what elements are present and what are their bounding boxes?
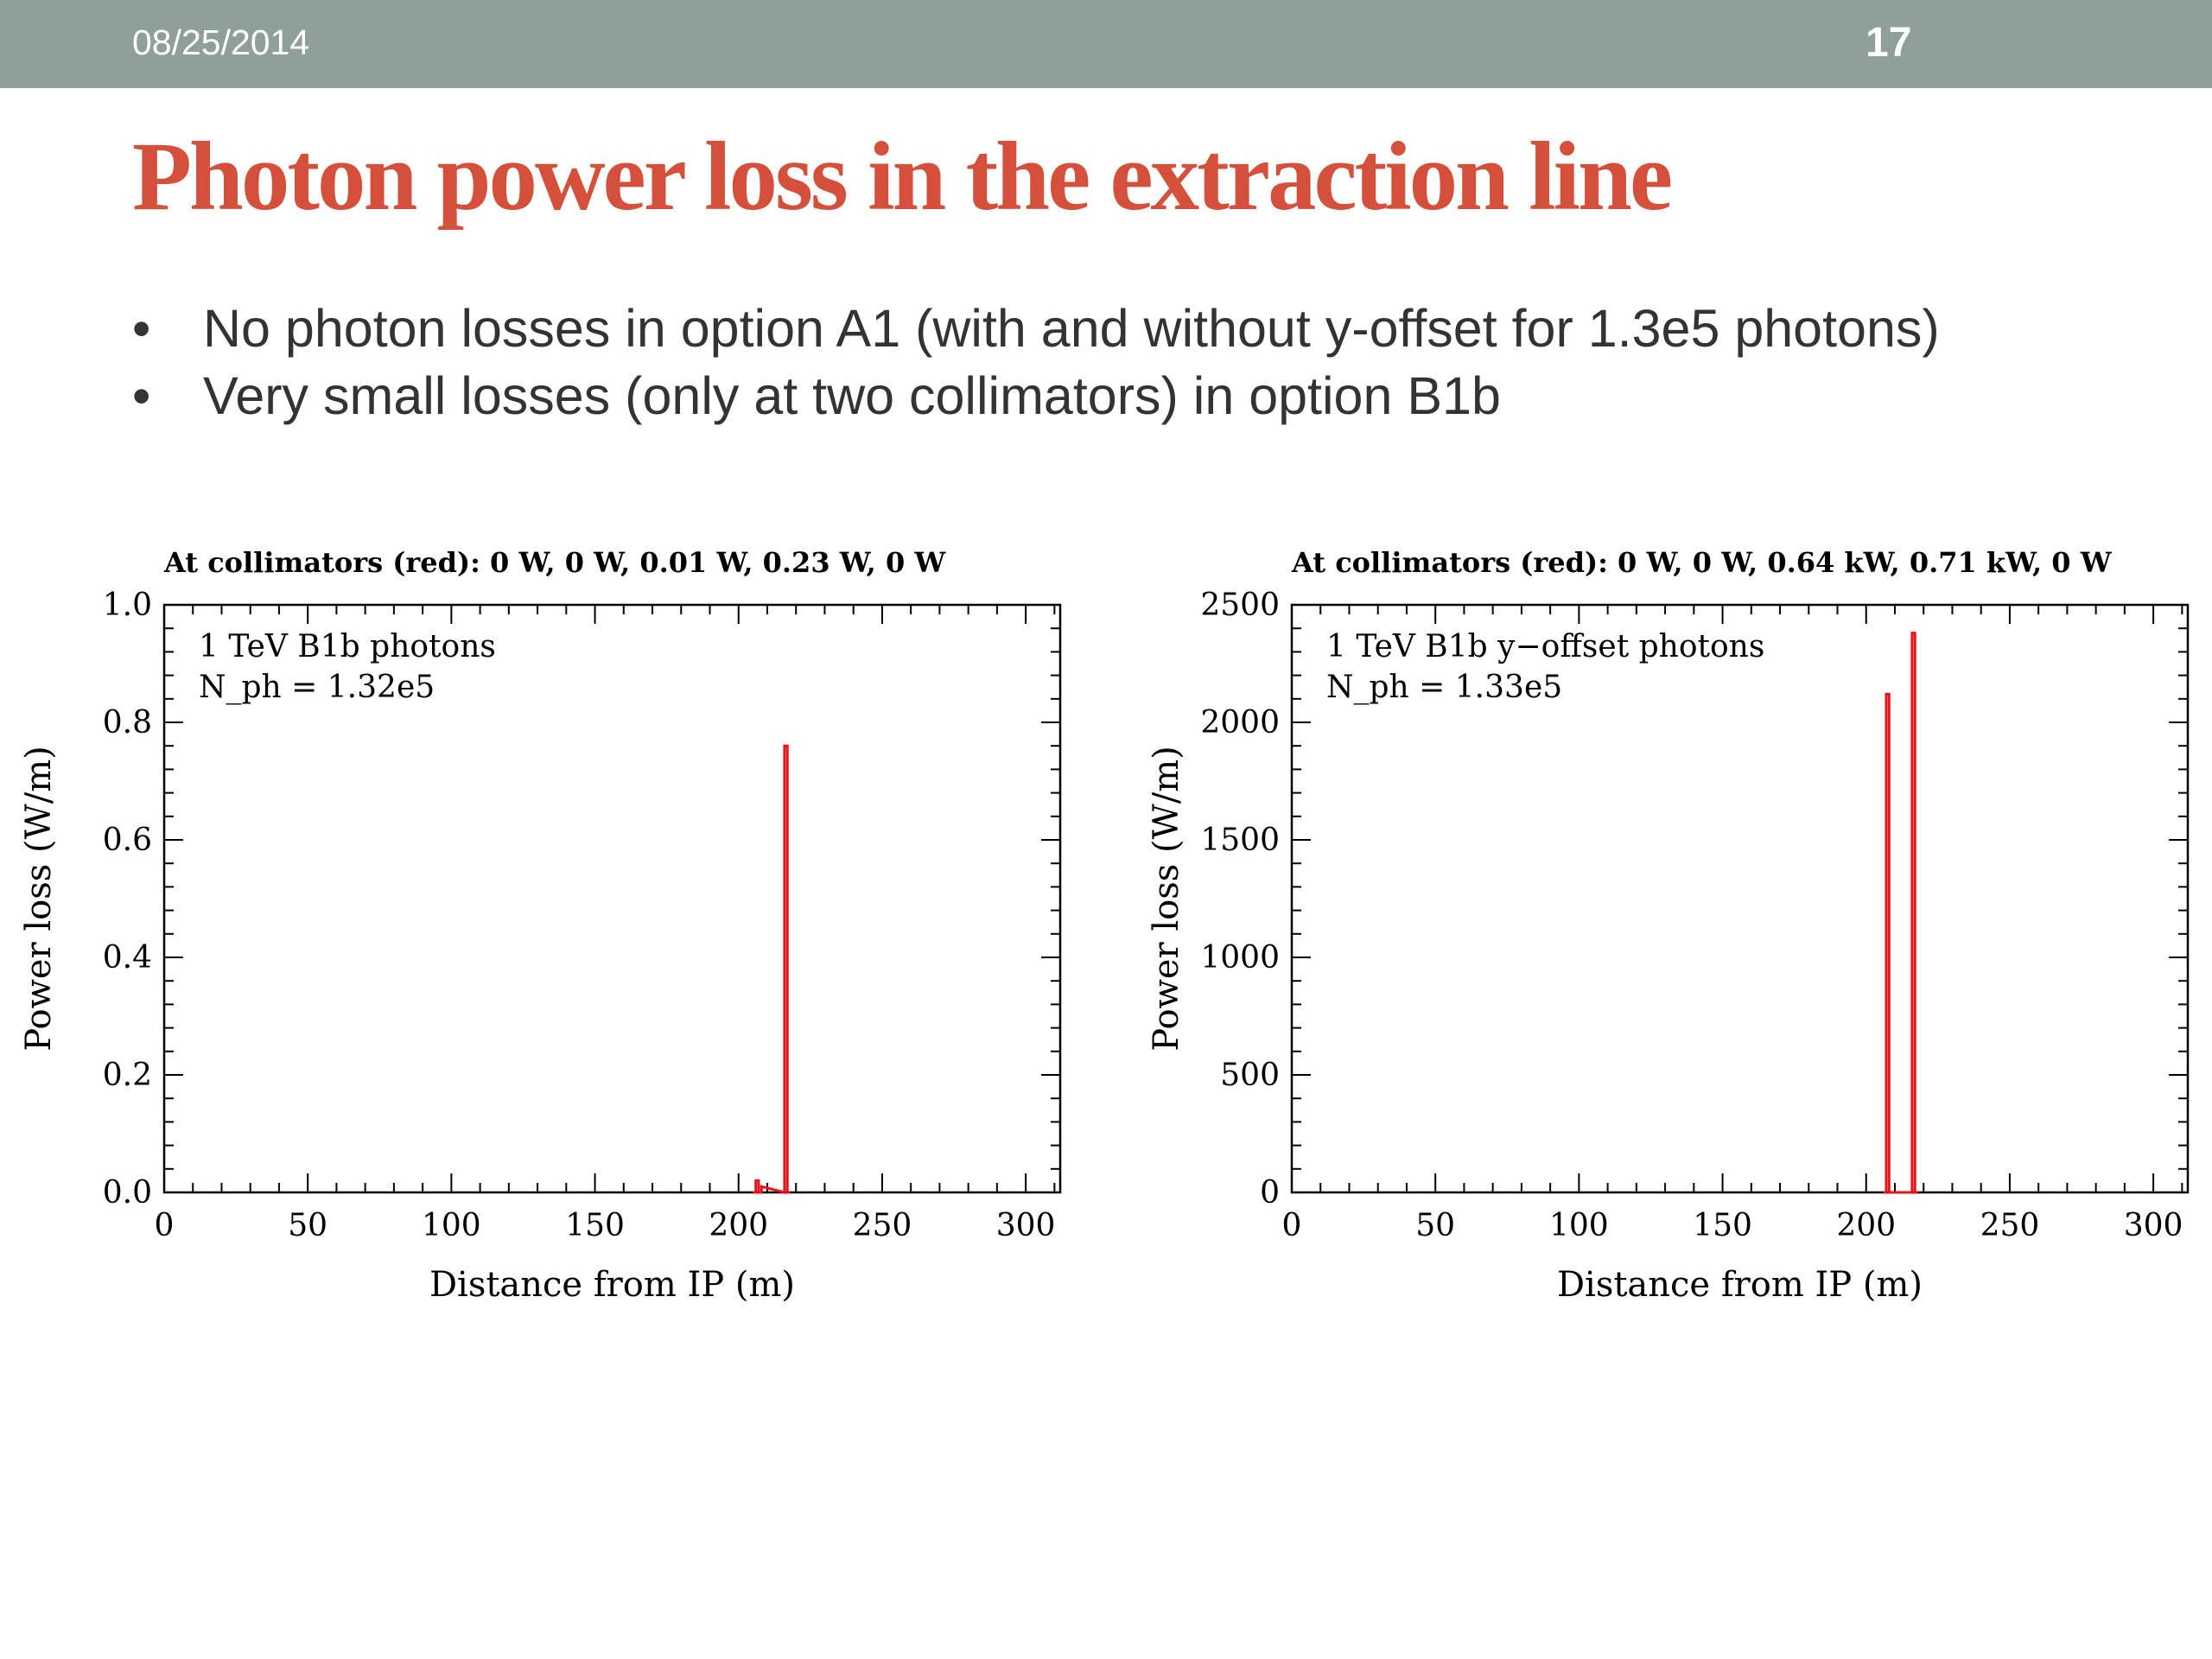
x-tick-label: 100 [1549, 1208, 1609, 1243]
bullet-dot: • [132, 299, 151, 358]
bullet-item [132, 298, 2163, 365]
plot-annotation: N_ph = 1.32e5 [199, 670, 435, 705]
x-tick-label: 0 [154, 1208, 175, 1243]
y-tick-label: 0.8 [102, 705, 152, 741]
bullet-text: Very small losses (only at two collimators) in option B1b [203, 366, 1501, 425]
plot-annotation: 1 TeV B1b photons [199, 629, 496, 664]
y-tick-label: 0.0 [102, 1175, 152, 1211]
y-tick-label: 0 [1260, 1175, 1280, 1211]
bullet-text: No photon losses in option A1 (with and without y-offset for 1.3e5 photons) [203, 299, 1940, 358]
chart-right [1128, 536, 2212, 1313]
chart-title: At collimators (red): 0 W, 0 W, 0.01 W, 0.23 W, 0 W [164, 546, 946, 579]
x-tick-label: 200 [709, 1208, 769, 1243]
x-tick-label: 0 [1281, 1208, 1302, 1243]
plot-annotation: 1 TeV B1b y−offset photons [1326, 629, 1765, 664]
y-tick-label: 0.6 [102, 823, 152, 858]
x-tick-label: 200 [1836, 1208, 1897, 1243]
chart-title: At collimators (red): 0 W, 0 W, 0.64 kW, 0.71 kW, 0 W [1292, 546, 2112, 579]
x-axis-label: Distance from IP (m) [429, 1265, 796, 1305]
x-axis-label: Distance from IP (m) [1556, 1265, 1923, 1305]
y-tick-label: 2500 [1200, 588, 1280, 623]
y-axis-label: Power loss (W/m) [1147, 746, 1186, 1052]
x-tick-label: 50 [288, 1208, 328, 1243]
slide-title: Photon power loss in the extraction line [132, 123, 1671, 231]
x-tick-label: 100 [422, 1208, 481, 1243]
y-tick-label: 0.4 [102, 940, 152, 976]
x-tick-label: 150 [565, 1208, 625, 1243]
y-tick-label: 500 [1220, 1058, 1280, 1093]
bullet-item [132, 365, 2163, 433]
bullet-list [132, 298, 2163, 433]
x-tick-label: 250 [852, 1208, 912, 1243]
y-tick-label: 2000 [1200, 705, 1280, 741]
x-tick-label: 150 [1693, 1208, 1752, 1243]
x-tick-label: 300 [2123, 1208, 2183, 1243]
plot-annotation: N_ph = 1.33e5 [1326, 670, 1563, 705]
x-tick-label: 300 [995, 1208, 1056, 1243]
loss-series-line [753, 746, 790, 1192]
y-tick-label: 0.2 [102, 1058, 152, 1093]
y-tick-label: 1500 [1200, 823, 1280, 858]
x-tick-label: 250 [1980, 1208, 2040, 1243]
slide-page-number: 17 [1866, 20, 1912, 66]
y-tick-label: 1000 [1200, 940, 1280, 976]
loss-series-line [1884, 633, 1918, 1192]
bullet-dot: • [132, 366, 151, 425]
y-tick-label: 1.0 [102, 588, 152, 623]
y-axis-label: Power loss (W/m) [19, 746, 59, 1052]
slide-date: 08/25/2014 [132, 22, 310, 62]
chart-left [0, 536, 1089, 1313]
x-tick-label: 50 [1415, 1208, 1456, 1243]
